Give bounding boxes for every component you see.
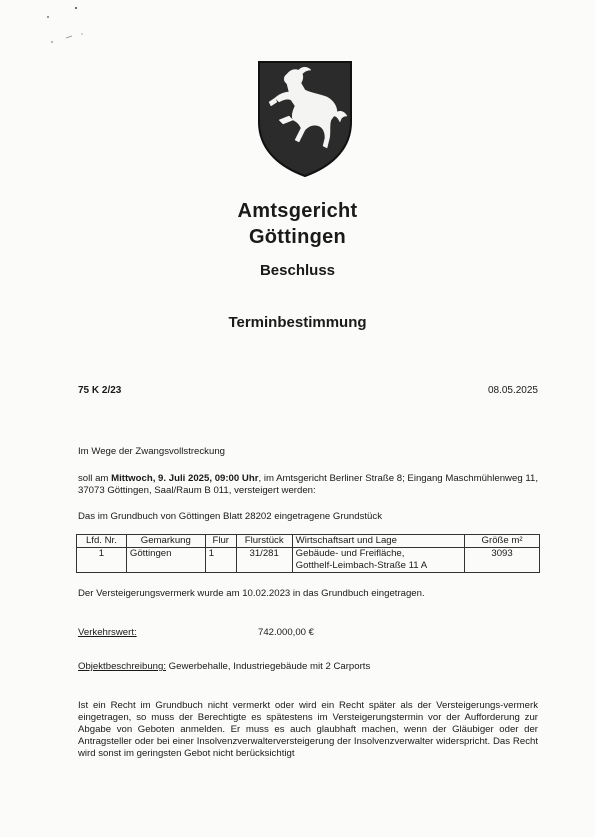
auction-datetime: Mittwoch, 9. Juli 2025, 09:00 Uhr — [111, 473, 259, 484]
auction-prefix: soll am — [78, 473, 112, 484]
case-number: 75 K 2/23 — [78, 385, 122, 396]
coat-of-arms-horse-icon — [257, 60, 353, 178]
grundbuch-text: Das im Grundbuch von Göttingen Blatt 28202 eingetragene Grundstück — [78, 511, 382, 522]
objekt-value: Gewerbehalle, Industriegebäude mit 2 Carports — [166, 661, 371, 672]
document-type: Beschluss — [259, 262, 336, 279]
table-row — [77, 548, 540, 573]
header-lage: Wirtschaftsart und Lage — [292, 535, 464, 548]
vermerk-text: Der Versteigerungsvermerk wurde am 10.02.2023 in das Grundbuch eingetragen. — [78, 588, 425, 599]
auction-paragraph — [78, 473, 538, 497]
cell-flur: 1 — [205, 548, 236, 573]
table-header-row — [77, 535, 540, 548]
cell-lage — [292, 548, 464, 573]
auction-suffix: , im Amtsgericht Berliner Straße 8; Eingang Maschmühlenweg 11, 37073 Göttingen, Saal/Raum B 011, versteigert werden: — [78, 473, 538, 496]
verkehrswert — [78, 627, 538, 639]
cell-groesse: 3093 — [465, 548, 540, 573]
intro-text: Im Wege der Zwangsvollstreckung — [78, 446, 225, 457]
header-lfd-nr: Lfd. Nr. — [77, 535, 127, 548]
recht-paragraph: Ist ein Recht im Grundbuch nicht vermerkt oder wird ein Recht später als der Versteigerungs-vermerk eingetragen, so muss der Berechtigte es spätestens im Versteigerungstermin vor der Aufforderung zur Abgabe von Geboten anmelden. Er muss es auch glaubhaft machen, wenn der Gläubiger oder der Antragsteller oder bei einer Insolvenzverwalterversteigerung der Insolvenzverwalter widerspricht. Das Recht wird sonst im geringsten Gebot nicht berücksichtigt — [78, 700, 538, 759]
document-subject: Terminbestimmung — [228, 314, 367, 331]
header-gemarkung: Gemarkung — [126, 535, 205, 548]
court-line-2: Göttingen — [248, 226, 347, 248]
scan-specks — [0, 0, 120, 60]
verkehrswert-value: 742.000,00 € — [258, 627, 315, 638]
document-date: 08.05.2025 — [487, 385, 538, 396]
objektbeschreibung — [78, 661, 538, 673]
court-line-1: Amtsgericht — [237, 200, 358, 222]
property-table — [76, 534, 540, 573]
court-name — [0, 198, 595, 250]
cell-gemarkung: Göttingen — [126, 548, 205, 573]
cell-lage-line-2: Gotthelf-Leimbach-Straße 11 A — [295, 560, 428, 571]
header-groesse: Größe m² — [465, 535, 540, 548]
header-flur: Flur — [205, 535, 236, 548]
cell-lage-line-1: Gebäude- und Freifläche, — [295, 548, 405, 559]
header-flurstueck: Flurstück — [236, 535, 292, 548]
cell-flurstueck: 31/281 — [236, 548, 292, 573]
cell-lfd: 1 — [77, 548, 127, 573]
objekt-label: Objektbeschreibung: — [78, 661, 166, 672]
verkehrswert-label: Verkehrswert: — [78, 627, 137, 638]
